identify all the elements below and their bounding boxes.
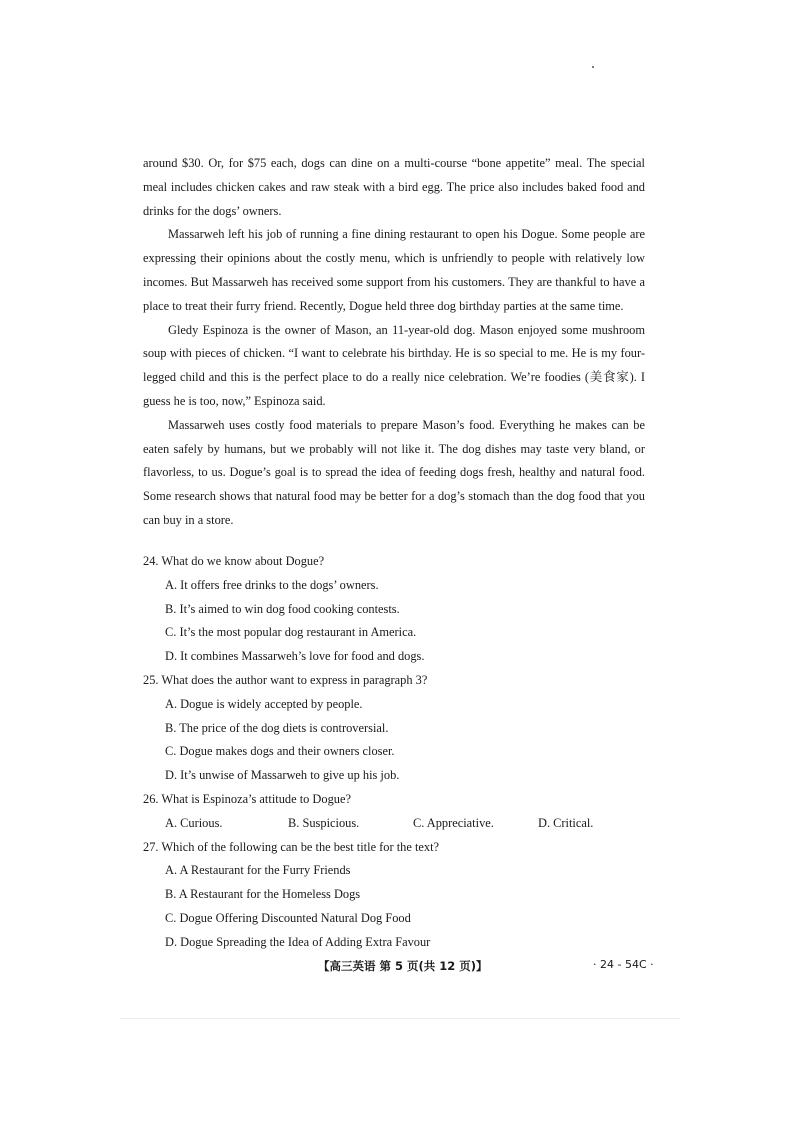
question-25	[143, 669, 645, 788]
option-b: B. A Restaurant for the Homeless Dogs	[165, 887, 361, 902]
option-b: B. The price of the dog diets is controversial.	[165, 720, 389, 735]
question-27	[143, 836, 645, 955]
option-d: D. Dogue Spreading the Idea of Adding Extra Favour	[165, 934, 431, 949]
passage-paragraph-3: Gledy Espinoza is the owner of Mason, an 11-year-old dog. Mason enjoyed some mushroom soup with pieces of chicken. “I want to celebrate his birthday. He is so special to me. He is my four-legged child and this is the perfect place to do a really nice celebration. We’re foodies (美食家). I guess he is too, now,” Espinoza said.	[143, 322, 645, 408]
option-a: A. Dogue is widely accepted by people.	[165, 696, 363, 711]
passage-paragraph-4: Massarweh uses costly food materials to prepare Mason’s food. Everything he makes can be eaten safely by humans, but we probably will not like it. The dog dishes may taste very bland, or flavorless, to us. Dogue’s goal is to spread the idea of feeding dogs fresh, healthy and natural food. Some research shows that natural food may be better for a dog’s stomach than the dog food that you can buy in a store.	[143, 417, 645, 527]
question-stem: 27. Which of the following can be the best title for the text?	[143, 839, 440, 854]
option-row	[165, 812, 645, 836]
scan-speck	[592, 66, 594, 68]
option-d: D. It’s unwise of Massarweh to give up his job.	[165, 768, 400, 783]
option-a: A. Curious.	[165, 815, 223, 830]
passage-paragraph-2: Massarweh left his job of running a fine dining restaurant to open his Dogue. Some people are expressing their opinions about the costly menu, which is unfriendly to people with relatively low incomes. But Massarweh has received some support from his customers. They are thankful to have a place to treat their furry friend. Recently, Dogue held three dog birthday parties at the same time.	[143, 227, 645, 313]
question-26	[143, 788, 645, 836]
question-stem: 24. What do we know about Dogue?	[143, 554, 325, 568]
question-list	[143, 550, 645, 955]
question-stem: 25. What does the author want to express in paragraph 3?	[143, 672, 428, 687]
option-b: B. It’s aimed to win dog food cooking contests.	[165, 601, 400, 616]
exam-code: · 24 - 54C ·	[593, 958, 654, 971]
option-a: A. A Restaurant for the Furry Friends	[165, 863, 351, 878]
option-c: C. Appreciative.	[413, 815, 494, 830]
option-c: C. It’s the most popular dog restaurant in America.	[165, 625, 417, 640]
page-number-label: 【高三英语 第 5 页(共 12 页)】	[318, 959, 488, 973]
reading-passage	[143, 152, 645, 533]
option-c: C. Dogue Offering Discounted Natural Dog Food	[165, 910, 411, 925]
question-stem: 26. What is Espinoza’s attitude to Dogue?	[143, 791, 351, 806]
option-a: A. It offers free drinks to the dogs’ owners.	[165, 577, 379, 592]
option-b: B. Suspicious.	[288, 815, 360, 830]
option-c: C. Dogue makes dogs and their owners closer.	[165, 744, 395, 759]
passage-paragraph-1: around $30. Or, for $75 each, dogs can dine on a multi-course “bone appetite” meal. The special meal includes chicken cakes and raw steak with a bird egg. The price also includes baked food and drinks for the dogs’ owners.	[143, 156, 645, 218]
option-d: D. Critical.	[538, 815, 594, 830]
option-d: D. It combines Massarweh’s love for food and dogs.	[165, 649, 425, 664]
question-24	[143, 550, 645, 669]
scan-edge-line	[120, 1018, 680, 1019]
